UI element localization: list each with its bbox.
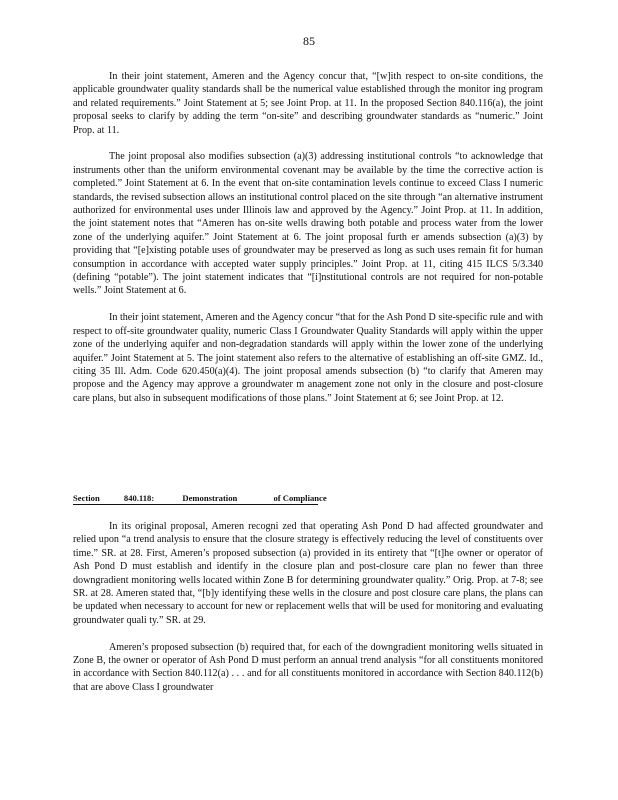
- section-subtitle: of Compliance: [273, 493, 327, 503]
- body-text-lower: [73, 520, 543, 708]
- section-title: Demonstration: [182, 493, 238, 503]
- section-number: 840.118:: [123, 493, 155, 503]
- paragraph: In its original proposal, Ameren recogni zed that operating Ash Pond D had affected groundwater and relied upon “a trend analysis to ensure that the closure strategy is effectively reducing the level of constituents over time.” SR. at 28. First, Ameren’s proposed subsection (a) provided in its entirety that “[t]he owner or operator of Ash Pond D must establish and identify in the closure plan and post-closure care plan no fewer than three downgradient monitoring wells located within Zone B for determining groundwater quality.” Orig. Prop. at 7-8; see SR. at 28. Ameren stated that, “[b]y identifying these wells in the closure and post closure care plans, the plans can be updated when necessary to account for new or replacement wells that will be used for monitoring and evaluating groundwater quali ty.” SR. at 29.: [73, 521, 543, 626]
- section-heading: [73, 493, 327, 505]
- body-text-upper: [73, 70, 543, 419]
- paragraph: The joint proposal also modifies subsection (a)(3) addressing institutional controls “to acknowledge that instruments other than the uniform environmental covenant may be available by the time the corrective action is completed.” Joint Statement at 6. In the event that on-site contamination levels continue to exceed Class I numeric standards, the revised subsection allows an institutional control placed on the site through “an alternative instrument authorized for environmental uses under Illinois law and approved by the Agency.” Joint Prop. at 11. In addition, the joint statement notes that “Ameren has on-site wells drawing both potable and process water from the lower zone of the underlying aquifer.” Joint Statement at 6. The joint proposal furth er amends subsection (a)(3) by providing that “[e]xisting potable uses of groundwater may be preserved as long as such uses remain fit for human consumption in accordance with accepted water supply principles.” Joint Prop. at 11, citing 415 ILCS 5/3.340 (defining “potable”). The joint statement indicates that “[i]nstitutional controls are not required for non-potable wells.” Joint Statement at 6.: [73, 151, 543, 297]
- paragraph: Ameren’s proposed subsection (b) required that, for each of the downgradient monitoring wells situated in Zone B, the owner or operator of Ash Pond D must perform an annual trend analysis “for all constituents monitored in accordance with Section 840.112(a) . . . and for all constituents monitored in accordance with Section 840.112(b) that are above Class I groundwater: [73, 641, 543, 693]
- paragraph: In their joint statement, Ameren and the Agency concur “that for the Ash Pond D site-specific rule and with respect to off-site groundwater quality, numeric Class I Groundwater Quality Standards will apply within the upper zone of the underlying aquifer and non-degradation standards will apply within the lower zone of the underlying aquifer.” Joint Statement at 5. The joint statement also refers to the alternative of establishing an off-site GMZ. Id., citing 35 Ill. Adm. Code 620.450(a)(4). The joint proposal amends subsection (b) “to clarify that Ameren may propose and the Agency may approve a groundwater m anagement zone not only in the closure and post-closure care plans, but also in subsequent modifications of those plans.” Joint Statement at 6; see Joint Prop. at 12.: [73, 312, 543, 404]
- section-label: Section: [73, 493, 100, 503]
- page-number: 85: [303, 34, 315, 48]
- paragraph: In their joint statement, Ameren and the Agency concur that, “[w]ith respect to on-site conditions, the applicable groundwater quality standards shall be the numerical value established through the monitor ing program and related requirements.” Joint Statement at 5; see Joint Prop. at 11. In the proposed Section 840.116(a), the joint proposal seeks to clarify by adding the term “on-site” and describing groundwater standards as “numeric.” Joint Prop. at 11.: [73, 71, 543, 136]
